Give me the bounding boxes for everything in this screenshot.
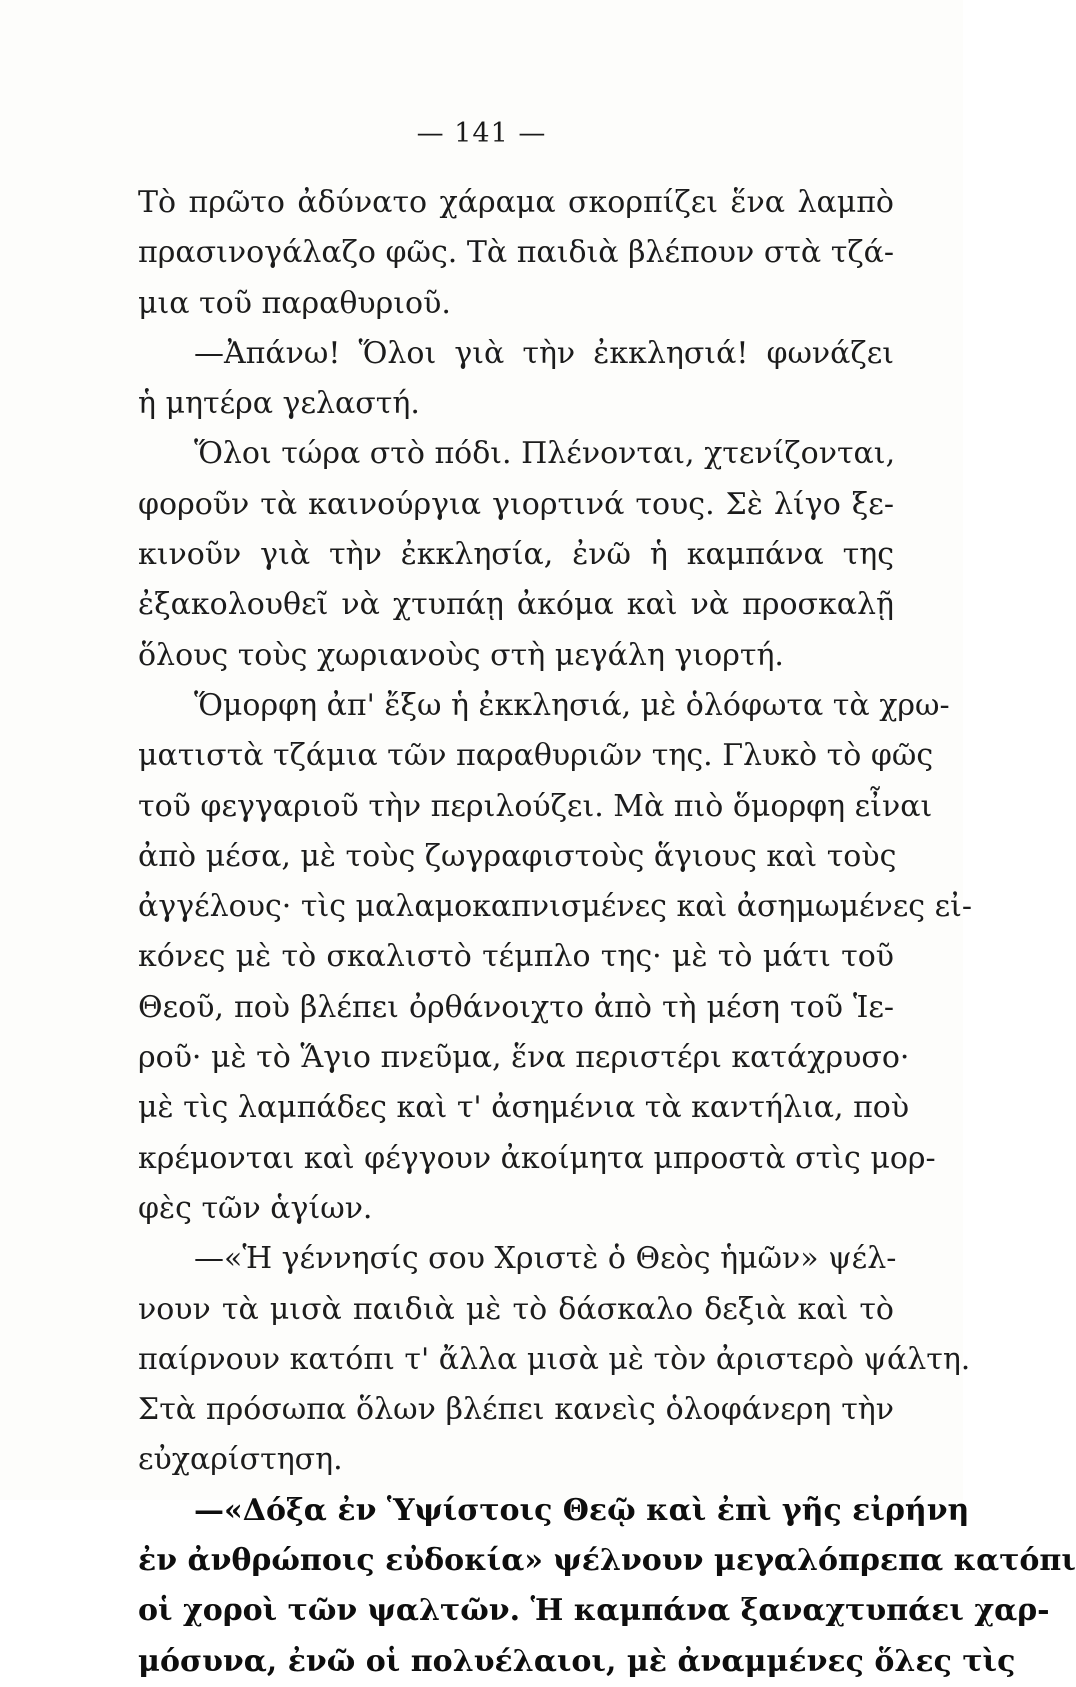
text-line: ἐξακολουθεῖ νὰ χτυπάῃ ἀκόμα καὶ νὰ προσκαλῇ <box>138 587 894 623</box>
text-line: οἱ χοροὶ τῶν ψαλτῶν. Ἡ καμπάνα ξαναχτυπάει χαρ- <box>138 1593 1050 1629</box>
text-line: ἐν ἀνθρώποις εὐδοκία» ψέλνουν μεγαλόπρεπα κατόπι <box>138 1543 1076 1579</box>
text-line: Ὅλοι τώρα στὸ πόδι. Πλένονται, χτενίζονται, <box>194 436 896 472</box>
text-line: —«Ἡ γέννησίς σου Χριστὲ ὁ Θεὸς ἡμῶν» ψέλ- <box>194 1241 897 1277</box>
text-line: Θεοῦ, ποὺ βλέπει ὀρθάνοιχτο ἀπὸ τὴ μέση τοῦ Ἱε- <box>138 989 894 1025</box>
text-line: πρασινογάλαζο φῶς. Τὰ παιδιὰ βλέπουν στὰ τζά- <box>138 235 894 271</box>
text-line: Στὰ πρόσωπα ὅλων βλέπει κανεὶς ὁλοφάνερη τὴν <box>138 1392 894 1428</box>
text-line: ματιστὰ τζάμια τῶν παραθυριῶν της. Γλυκὸ τὸ φῶς <box>138 738 934 774</box>
text-line: ἀπὸ μέσα, μὲ τοὺς ζωγραφιστοὺς ἅγιους καὶ τοὺς <box>138 838 897 874</box>
text-line: ἀγγέλους· τὶς μαλαμοκαπνισμένες καὶ ἀσημωμένες εἰ- <box>138 889 973 925</box>
text-line: κόνες μὲ τὸ σκαλιστὸ τέμπλο της· μὲ τὸ μάτι τοῦ <box>138 939 894 975</box>
text-line: εὐχαρίστηση. <box>138 1442 343 1478</box>
text-line: —Ἀπάνω! Ὅλοι γιὰ τὴν ἐκκλησιά! φωνάζει <box>194 335 894 371</box>
page-number: — 141 — <box>416 118 547 149</box>
text-line: —«Δόξα ἐν Ὑψίστοις Θεῷ καὶ ἐπὶ γῆς εἰρήνη <box>194 1492 970 1528</box>
text-line: ροῦ· μὲ τὸ Ἅγιο πνεῦμα, ἕνα περιστέρι κατάχρυσο· <box>138 1040 910 1076</box>
text-line: νουν τὰ μισὰ παιδιὰ μὲ τὸ δάσκαλο δεξιὰ καὶ τὸ <box>138 1291 894 1327</box>
text-line: φοροῦν τὰ καινούργια γιορτινά τους. Σὲ λίγο ξε- <box>138 486 894 522</box>
text-line: ὅλους τοὺς χωριανοὺς στὴ μεγάλη γιορτή. <box>138 637 784 673</box>
text-line: φὲς τῶν ἁγίων. <box>138 1190 373 1226</box>
text-line: κινοῦν γιὰ τὴν ἐκκλησία, ἐνῶ ἡ καμπάνα της <box>138 537 894 573</box>
text-line: τοῦ φεγγαριοῦ τὴν περιλούζει. Μὰ πιὸ ὅμορφη εἶναι <box>138 788 933 824</box>
text-line: Τὸ πρῶτο ἀδύνατο χάραμα σκορπίζει ἕνα λαμπὸ <box>138 185 894 220</box>
body-text <box>138 178 1076 1687</box>
text-line: μόσυνα, ἐνῶ οἱ πολυέλαιοι, μὲ ἀναμμένες ὅλες τὶς <box>138 1643 1016 1679</box>
text-line: μια τοῦ παραθυριοῦ. <box>138 285 451 321</box>
text-line: Ὅμορφη ἀπ' ἔξω ἡ ἐκκλησιά, μὲ ὁλόφωτα τὰ χρω- <box>194 687 950 723</box>
text-line: κρέμονται καὶ φέγγουν ἀκοίμητα μπροστὰ στὶς μορ- <box>138 1140 936 1176</box>
text-line: ἡ μητέρα γελαστή. <box>138 386 420 422</box>
text-line: μὲ τὶς λαμπάδες καὶ τ' ἀσημένια τὰ καντήλια, ποὺ <box>138 1090 910 1126</box>
text-line: παίρνουν κατόπι τ' ἄλλα μισὰ μὲ τὸν ἀριστερὸ ψάλτη. <box>138 1341 971 1377</box>
